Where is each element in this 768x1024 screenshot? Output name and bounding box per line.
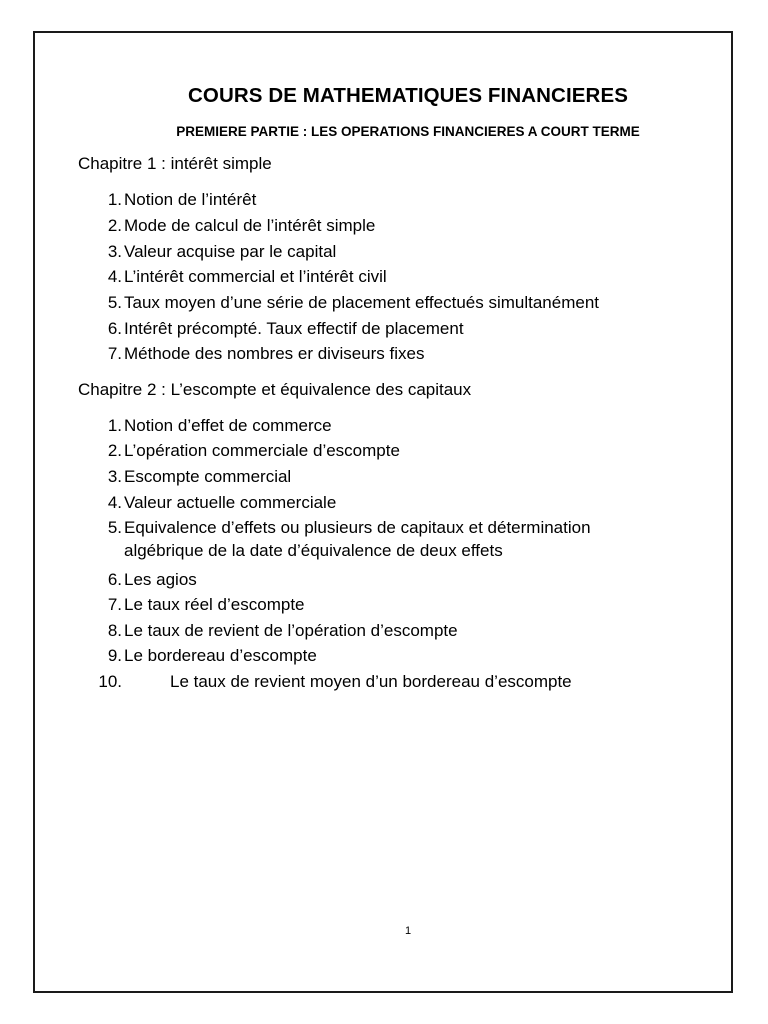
list-item-text: Les agios	[124, 570, 197, 589]
list-item-text: Le taux de revient de l’opération d’escompte	[124, 621, 458, 640]
list-item-text: Notion d’effet de commerce	[124, 416, 332, 435]
list-item-text: L’opération commerciale d’escompte	[124, 441, 400, 460]
chapter-1-heading: Chapitre 1 : intérêt simple	[78, 154, 272, 173]
list-item-text: Escompte commercial	[124, 467, 292, 486]
list-item-text: Mode de calcul de l’intérêt simple	[124, 216, 376, 235]
list-item-text: Le taux réel d’escompte	[124, 595, 305, 614]
list-item-text: Valeur actuelle commerciale	[124, 493, 337, 512]
list-item-text: Valeur acquise par le capital	[124, 242, 337, 261]
list-item-number: 3.	[107, 242, 122, 261]
list-item-number: 9.	[107, 646, 122, 665]
list-item-continuation: algébrique de la date d’équivalence de deux effets	[124, 541, 503, 560]
list-item-number: 4.	[107, 493, 122, 512]
document-subtitle: PREMIERE PARTIE : LES OPERATIONS FINANCIERES A COURT TERME	[176, 124, 640, 139]
list-item-number: 5.	[107, 518, 122, 537]
list-item-text: Le bordereau d’escompte	[124, 646, 317, 665]
list-item-number: 4.	[107, 267, 122, 286]
document-title: COURS DE MATHEMATIQUES FINANCIERES	[188, 84, 628, 107]
list-item-number: 10.	[98, 672, 122, 691]
list-item-number: 7.	[107, 344, 122, 363]
list-item-number: 2.	[107, 216, 122, 235]
list-item-text: L’intérêt commercial et l’intérêt civil	[124, 267, 387, 286]
list-item-number: 8.	[107, 621, 122, 640]
list-item-number: 1.	[107, 190, 122, 209]
list-item-text: Notion de l’intérêt	[124, 190, 257, 209]
list-item-text: Intérêt précompté. Taux effectif de placement	[124, 319, 464, 338]
list-item-number: 5.	[107, 293, 122, 312]
list-item-text: Taux moyen d’une série de placement effectués simultanément	[124, 293, 600, 312]
list-item-text: Equivalence d’effets ou plusieurs de capitaux et détermination	[124, 518, 591, 537]
list-item-text: Méthode des nombres er diviseurs fixes	[124, 344, 425, 363]
list-item-number: 6.	[107, 570, 122, 589]
list-item-number: 7.	[107, 595, 122, 614]
list-item-text: Le taux de revient moyen d’un bordereau d’escompte	[170, 672, 572, 691]
list-item-number: 3.	[107, 467, 122, 486]
list-item-number: 2.	[107, 441, 122, 460]
chapter-2-heading: Chapitre 2 : L’escompte et équivalence des capitaux	[78, 380, 472, 399]
page-number: 1	[404, 925, 412, 937]
list-item-number: 6.	[107, 319, 122, 338]
list-item-number: 1.	[107, 416, 122, 435]
